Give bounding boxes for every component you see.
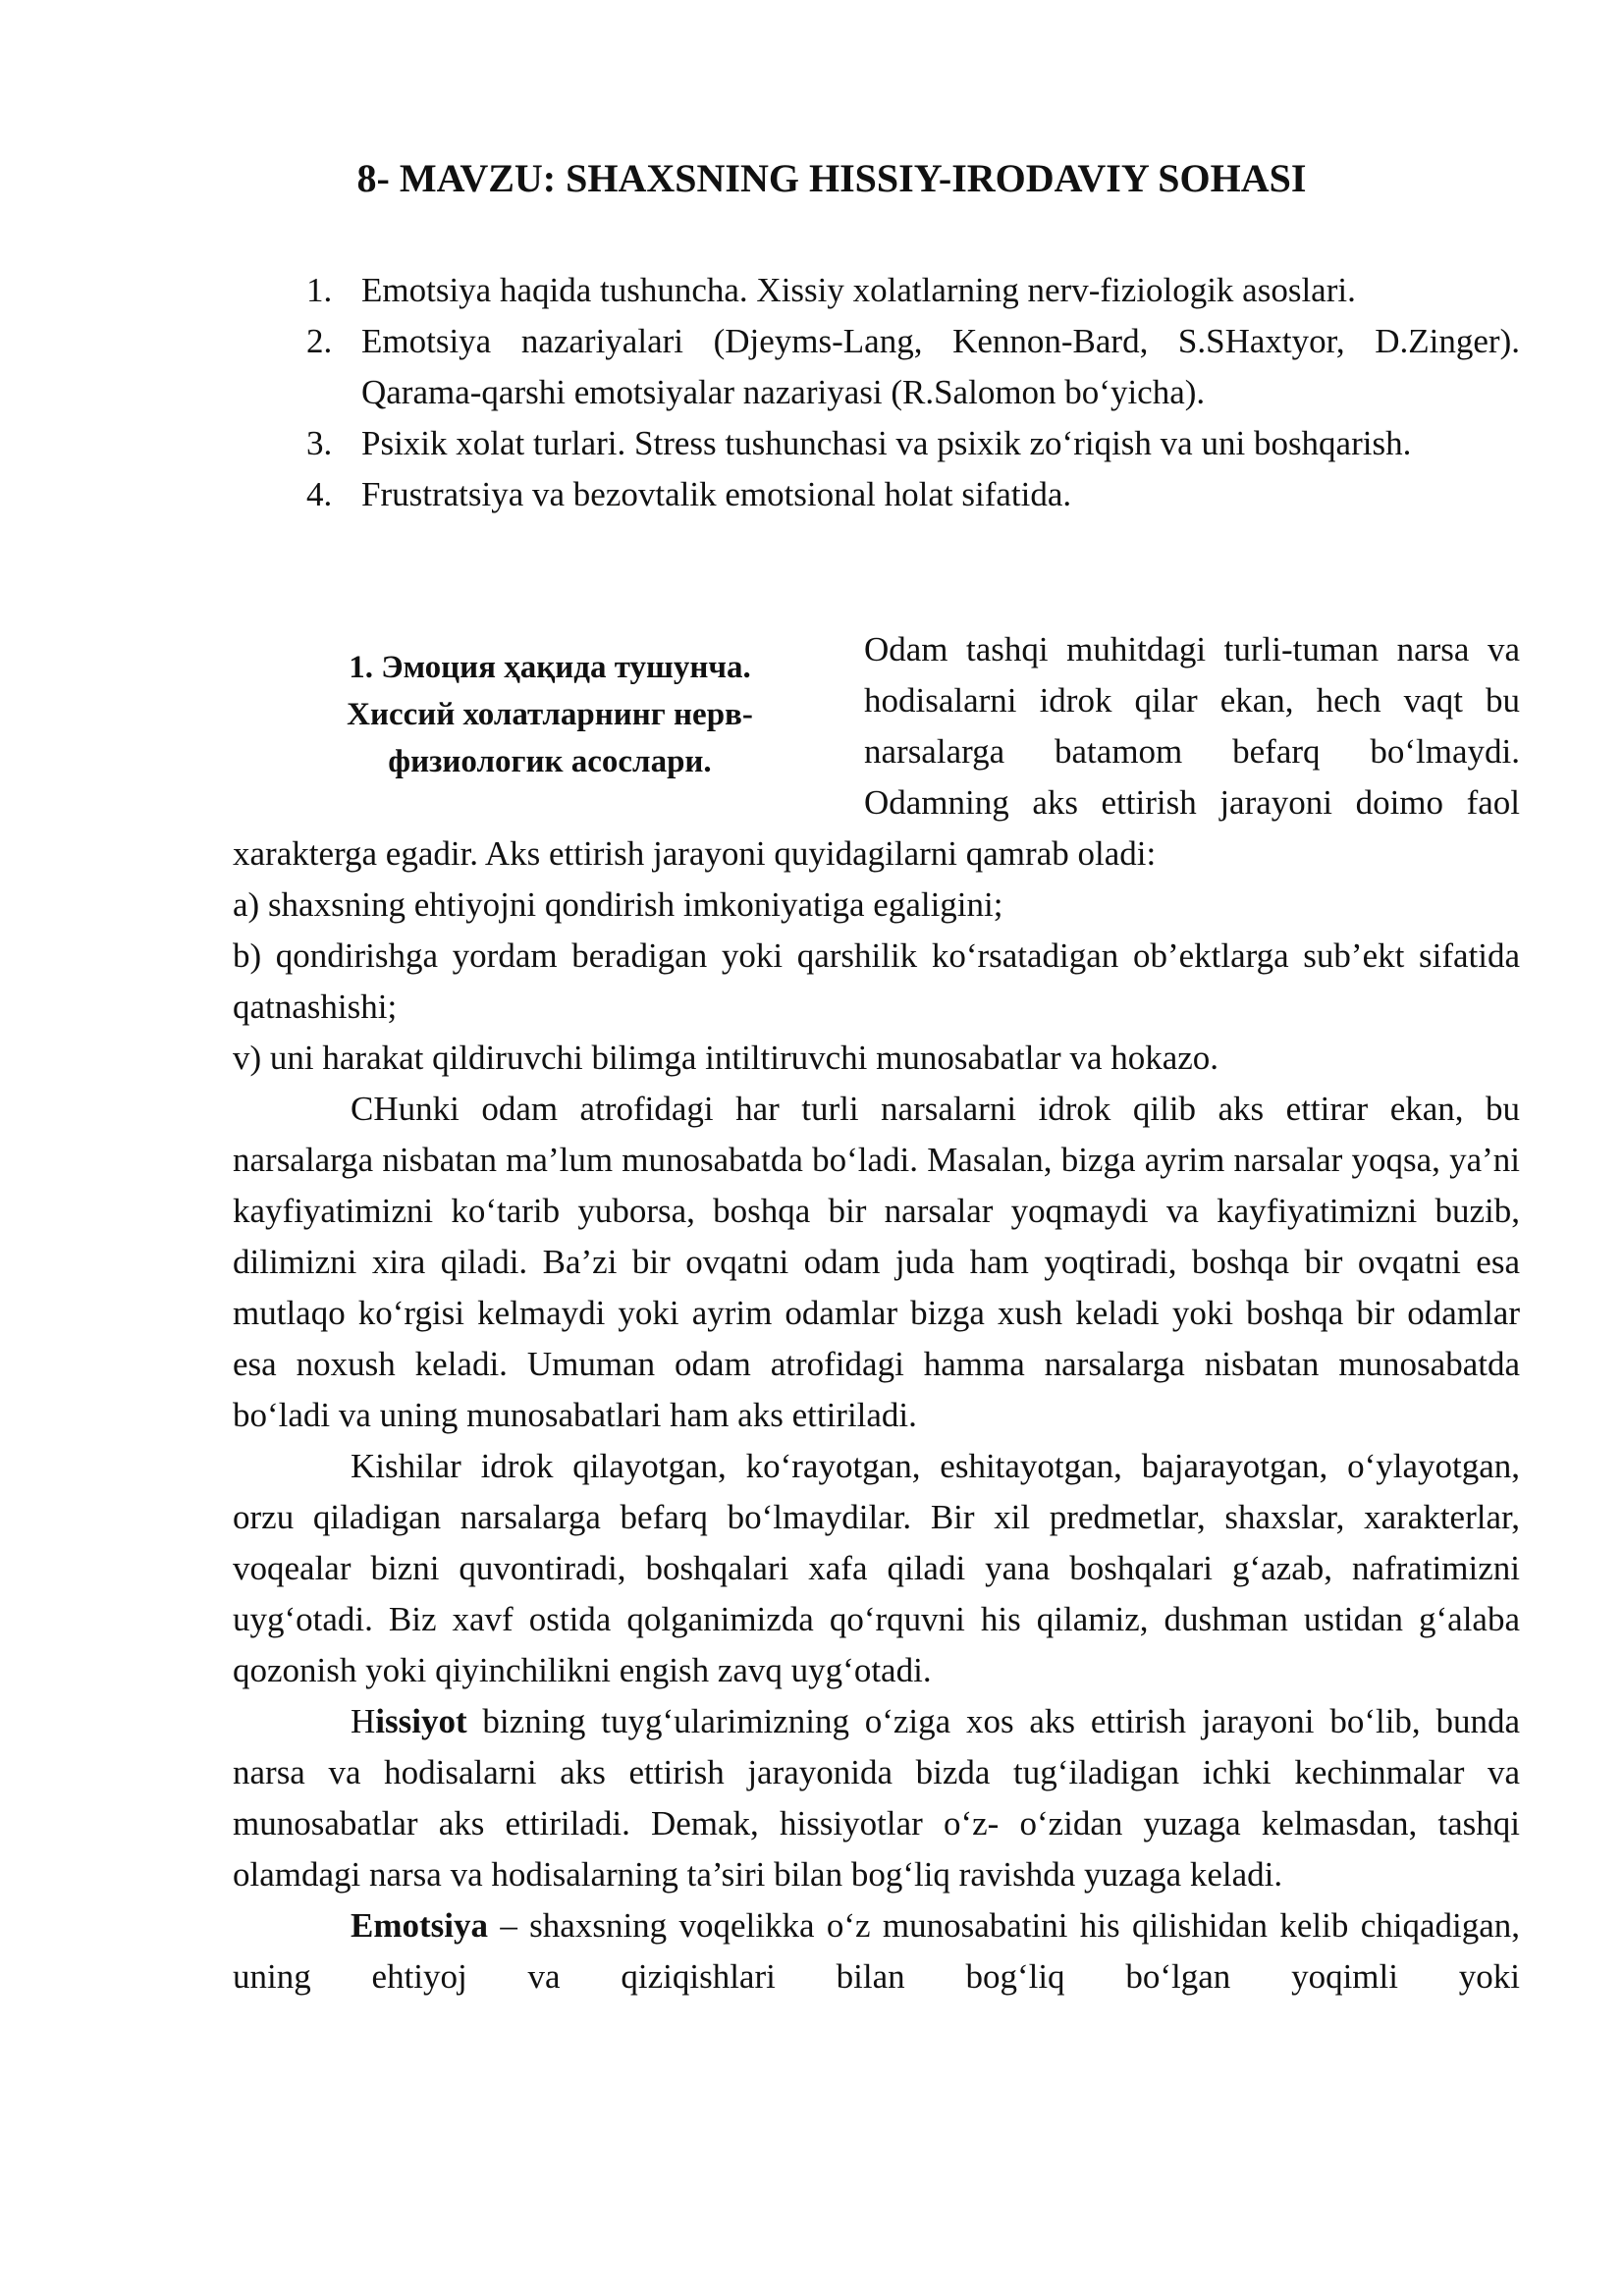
outline-text: Frustratsiya va bezovtalik emotsional holat sifatida. xyxy=(361,475,1072,513)
topic-outline xyxy=(306,265,1520,520)
outline-text: Emotsiya nazariyalari (Djeyms-Lang, Kennon-Bard, S.SHaxtyor, D.Zinger). Qarama-qarshi emotsiyalar nazariyasi (R.Salomon bo‘yicha). xyxy=(361,322,1520,411)
term-hissiyot: issiyot xyxy=(375,1702,467,1740)
outline-number: 3. xyxy=(306,424,333,462)
paragraph: Kishilar idrok qilayotgan, ko‘rayotgan, eshitayotgan, bajarayotgan, o‘ylayotgan, orzu qiladigan narsalarga befarq bo‘lmaydilar. Bir xil predmetlar, shaxslar, xarakterlar, voqealar bizni quvontiradi, boshqalari xafa qiladi yana boshqalari g‘azab, nafratimizni uyg‘otadi. Biz xavf ostida qolganimizda qo‘rquvni his qilamiz, dushman ustidan g‘alaba qozonish yoki qiyinchilikni engish zavq uyg‘otadi. xyxy=(233,1447,1520,1689)
body-text xyxy=(233,828,1520,2002)
side-paragraph: Odam tashqi muhitdagi turli-tuman narsa va hodisalarni idrok qilar ekan, hech vaqt bu narsalarga batamom befarq bo‘lmaydi. Odamning aks ettirish jarayoni doimo faol xyxy=(864,630,1520,822)
paragraph-hissiyot xyxy=(233,1696,1520,1900)
paragraph-text: bizning tuyg‘ularimizning o‘ziga xos aks ettirish jarayoni bo‘lib, bunda narsa va hodisalarni aks ettirish jarayonida bizda tug‘iladigan ichki kechinmalar va munosabatlar aks ettiriladi. Demak, hissiyotlar o‘z- o‘zidan yuzaga kelmasdan, tashqi olamdagi narsa va hodisalarning ta’siri bilan bog‘liq ravishda yuzaga keladi. xyxy=(233,1702,1520,1894)
list-item-b: b) qondirishga yordam beradigan yoki qarshilik ko‘rsatadigan ob’ektlarga sub’ekt sifatida qatnashishi; xyxy=(233,936,1520,1026)
paragraph: xarakterga egadir. Aks ettirish jarayoni quyidagilarni qamrab oladi: xyxy=(233,834,1157,873)
outline-number: 1. xyxy=(306,271,333,309)
paragraph-text: – shaxsning voqelikka o‘z munosabatini his qilishidan kelib chiqadigan, uning ehtiyoj va qiziqishlari bilan bog‘liq bo‘lgan yoqimli yoki xyxy=(233,1906,1520,1996)
paragraph-emotsiya xyxy=(233,1900,1520,2002)
outline-item xyxy=(306,265,1520,316)
outline-item xyxy=(306,418,1520,469)
paragraph: CHunki odam atrofidagi har turli narsalarni idrok qilib aks ettirar ekan, bu narsalarga nisbatan ma’lum munosabatda bo‘ladi. Masalan, bizga ayrim narsalar yoqsa, ya’ni kayfiyatimizni ko‘tarib yuborsa, boshqa bir narsalar yoqmaydi va kayfiyatimizni buzib, dilimizni xira qiladi. Ba’zi bir ovqatni odam juda ham yoqtiradi, boshqa bir ovqatni esa mutlaqo ko‘rgisi kelmaydi yoki ayrim odamlar bizga xush keladi yoki boshqa bir odamlar esa noxush keladi. Umuman odam atrofidagi hamma narsalarga nisbatan munosabatda bo‘ladi va uning munosabatlari ham aks ettiriladi. xyxy=(233,1090,1520,1434)
list-item-a: a) shaxsning ehtiyojni qondirish imkoniyatiga egaligini; xyxy=(233,885,1003,924)
page-title: 8- MAVZU: SHAXSNING HISSIY-IRODAVIY SOHASI xyxy=(356,156,1307,200)
outline-text: Emotsiya haqida tushuncha. Xissiy xolatlarning nerv-fiziologik asoslari. xyxy=(361,271,1356,309)
outline-item xyxy=(306,469,1520,520)
term-emotsiya: Emotsiya xyxy=(351,1906,488,1945)
outline-item xyxy=(306,316,1520,418)
term-initial: H xyxy=(351,1702,376,1740)
section-heading: 1. Эмоция ҳақида тушунча. Хиссий холатларнинг нерв-физиологик асослари. xyxy=(347,650,753,779)
outline-number: 4. xyxy=(306,475,333,513)
list-item-v: v) uni harakat qildiruvchi bilimga intiltiruvchi munosabatlar va hokazo. xyxy=(233,1039,1219,1077)
outline-text: Psixik xolat turlari. Stress tushunchasi va psixik zo‘riqish va uni boshqarish. xyxy=(361,424,1412,462)
outline-number: 2. xyxy=(306,322,333,360)
